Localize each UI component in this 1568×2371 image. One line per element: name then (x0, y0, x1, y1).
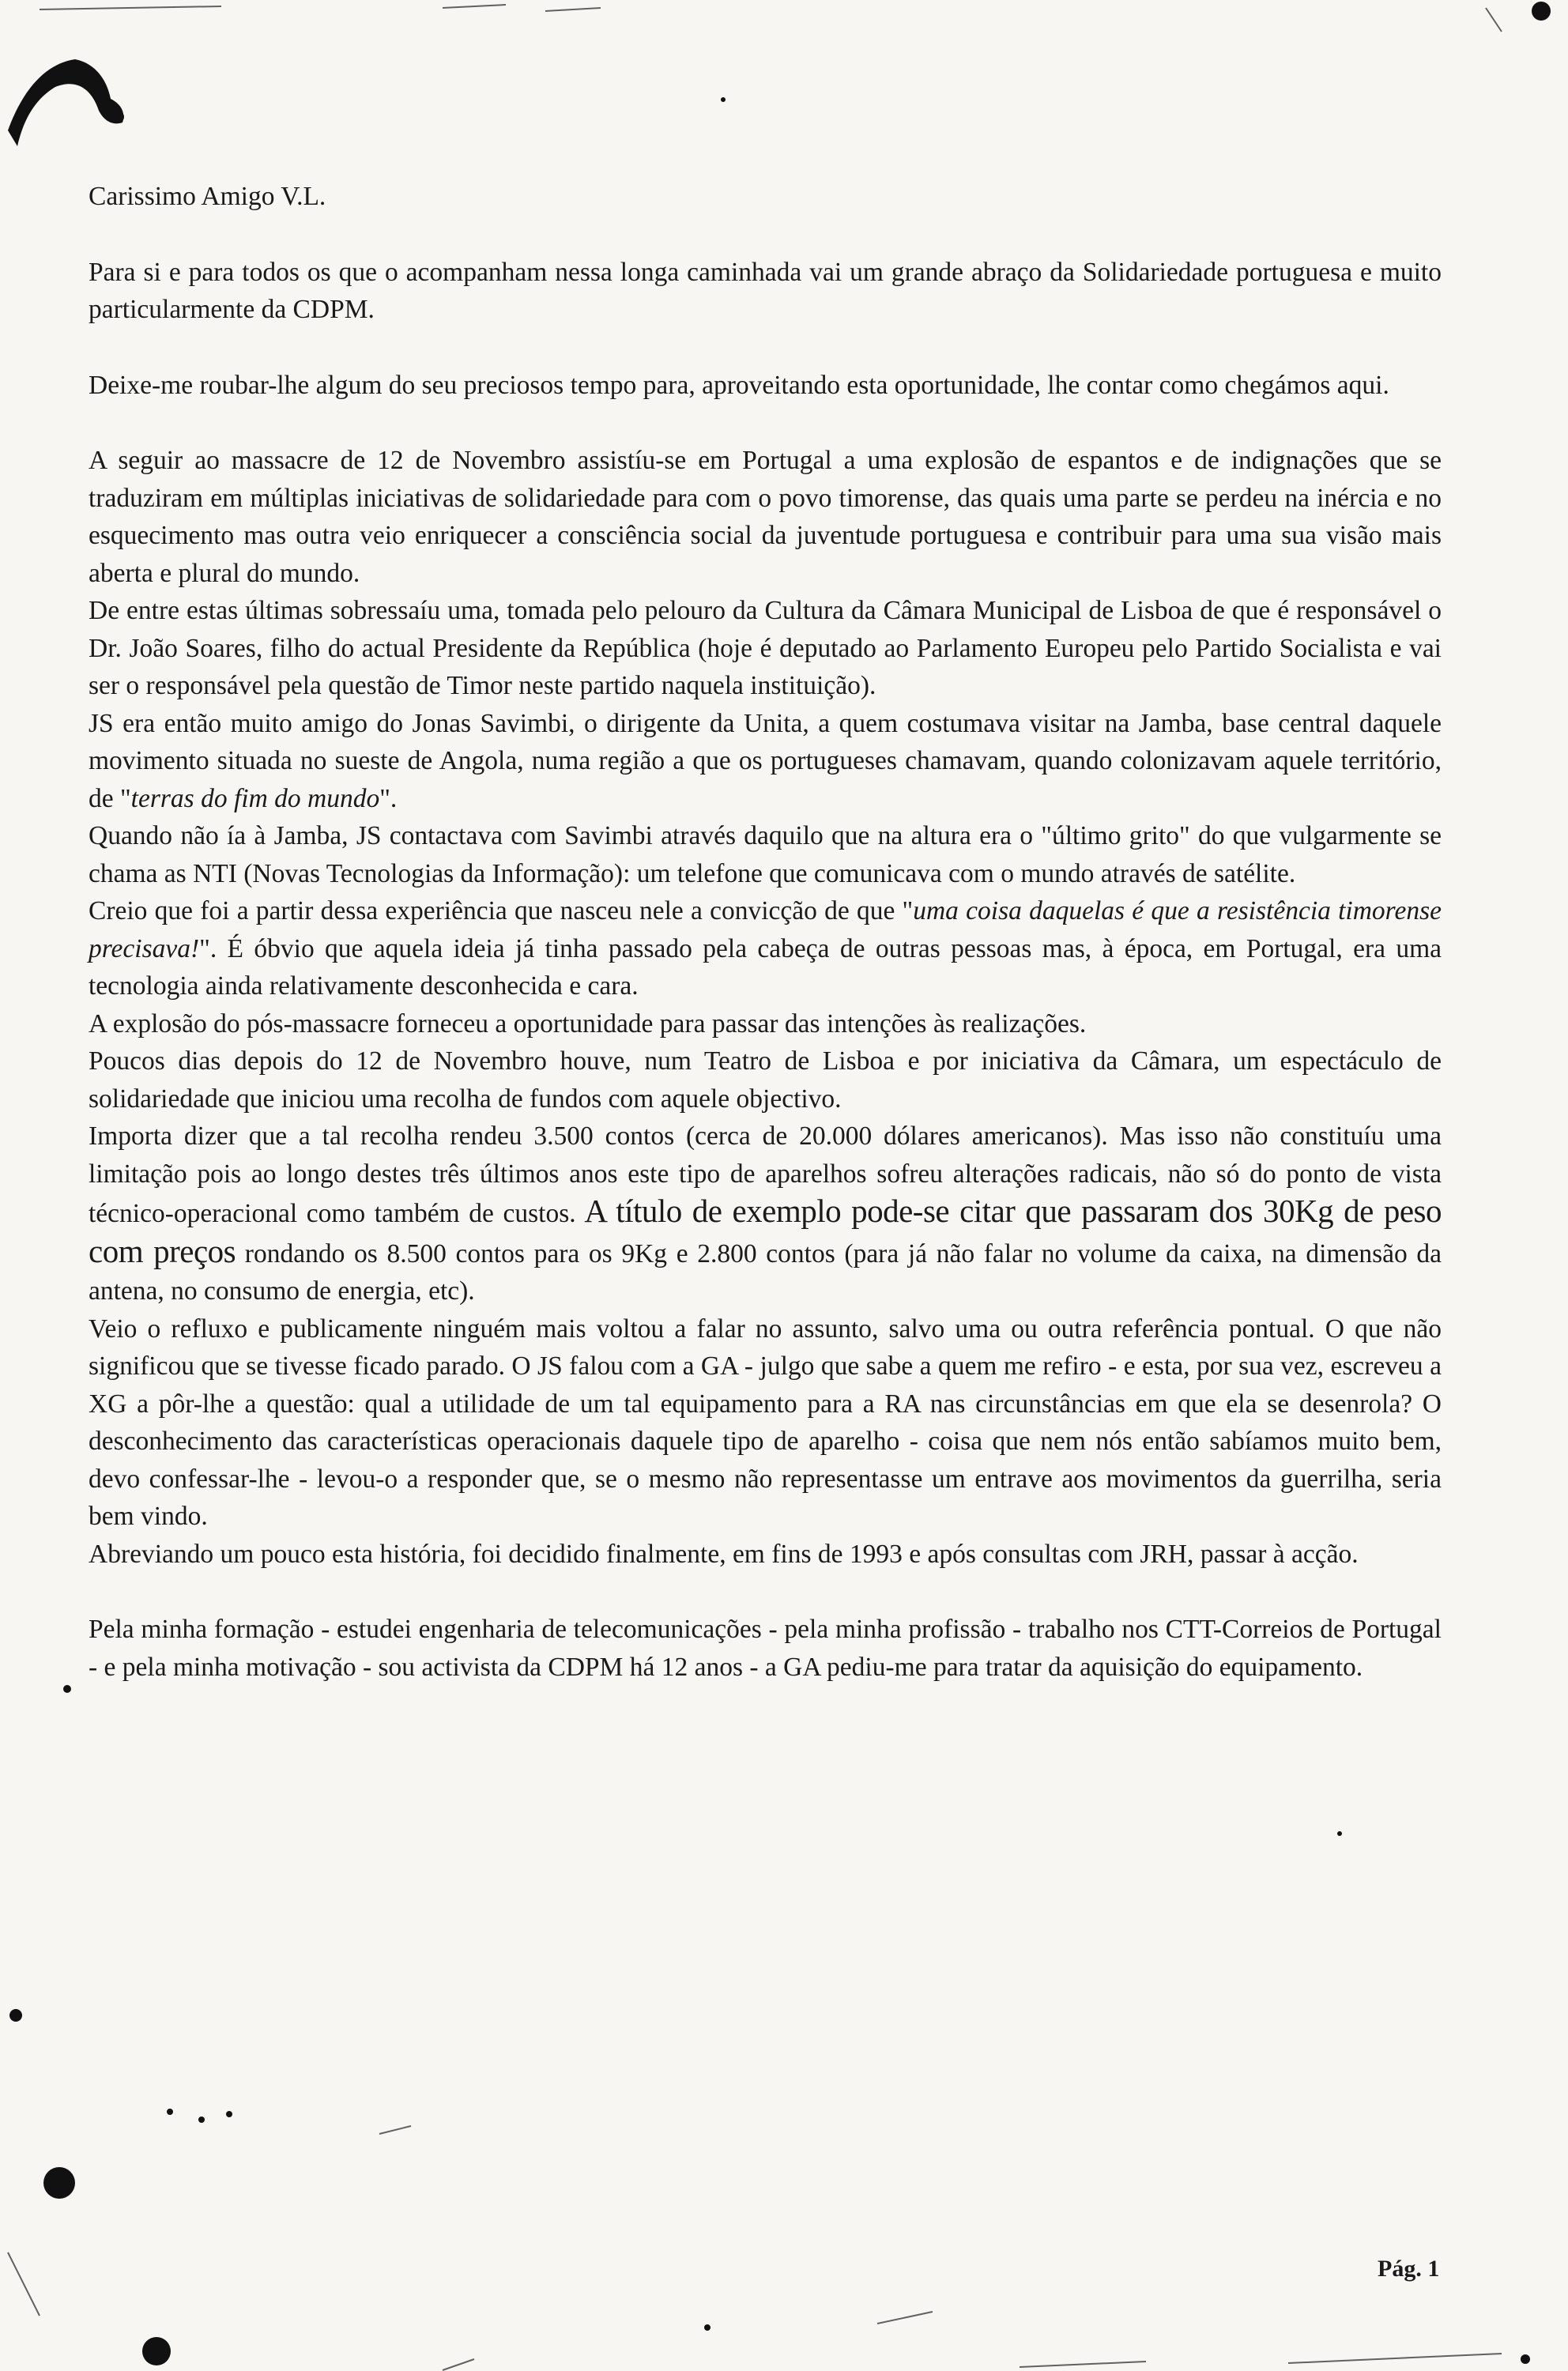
paragraph-7 (89, 892, 1442, 1005)
paragraph-5-text: JS era então muito amigo do Jonas Savimbi, o dirigente da Unita, a quem costumava visitar na Jamba, base central daquele movimento situada no sueste de Angola, numa região a que os portugueses chamavam, quando colonizavam aquele território, de " (89, 708, 1442, 813)
greeting: Carissimo Amigo V.L. (89, 182, 326, 211)
paragraph-7-quote: uma coisa daquelas é que a resistência timorense precisava! (89, 896, 1442, 963)
paragraph-10-end: rondando os 8.500 contos para os 9Kg e 2.800 contos (para já não falar no volume da caixa, na dimensão da antena, no consumo de energia, etc). (89, 1238, 1442, 1306)
paragraph-10 (89, 1118, 1442, 1310)
paragraph-9: Poucos dias depois do 12 de Novembro houve, num Teatro de Lisboa e por iniciativa da Câmara, um espectáculo de solidariedade que iniciou uma recolha de fundos com aquele objectivo. (89, 1046, 1442, 1114)
paragraph-10-large-text: A título de exemplo pode-se citar que passaram dos 30Kg de peso com preços (89, 1193, 1442, 1269)
paragraph-3: A seguir ao massacre de 12 de Novembro assistíu-se em Portugal a uma explosão de espantos e de indignações que se traduziram em múltiplas iniciativas de solidariedade para com o povo timorense, das quais uma parte se perdeu na inércia e no esquecimento mas outra veio enriquecer a consciência social da juventude portuguesa e contribuir para uma sua visão mais aberta e plural do mundo. (89, 446, 1442, 588)
letter-body (89, 178, 1442, 1686)
paragraph-5-end: ". (379, 783, 398, 813)
paragraph-11: Veio o refluxo e publicamente ninguém mais voltou a falar no assunto, salvo uma ou outra referência pontual. O que não significou que se tivesse ficado parado. O JS falou com a GA - julgo que sabe a quem me refiro - e esta, por sua vez, escreveu a XG a pôr-lhe a questão: qual a utilidade de um tal equipamento para a RA nas circunstâncias em que ela se desenrola? O desconhecimento das características operacionais daquele tipo de aparelho - coisa que nem nós então sabíamos muito bem, devo confessar-lhe - levou-o a responder que, se o mesmo não representasse um entrave aos movimentos da guerrilha, seria bem vindo. (89, 1314, 1442, 1531)
paragraph-10-text: Importa dizer que a tal recolha rendeu 3.500 contos (cerca de 20.000 dólares americanos). Mas isso não constituíu uma limitação pois ao longo destes três últimos anos este tipo de aparelhos sofreu alterações radicais, não só do ponto de vista técnico-operacional como também de custos. (89, 1121, 1442, 1228)
paragraph-12: Abreviando um pouco esta história, foi decidido finalmente, em fins de 1993 e após consultas com JRH, passar à acção. (89, 1539, 1359, 1569)
paragraph-6: Quando não ía à Jamba, JS contactava com Savimbi através daquilo que na altura era o "último grito" do que vulgarmente se chama as NTI (Novas Tecnologias da Informação): um telefone que comunicava com o mundo através de satélite. (89, 821, 1442, 888)
corner-smudge-topleft (8, 59, 123, 146)
paragraph-5 (89, 705, 1442, 818)
paragraph-4: De entre estas últimas sobressaíu uma, tomada pelo pelouro da Cultura da Câmara Municipal de Lisboa de que é responsável o Dr. João Soares, filho do actual Presidente da República (hoje é deputado ao Parlamento Europeu pelo Partido Socialista e vai ser o responsável pela questão de Timor neste partido naquela instituição). (89, 596, 1442, 700)
paragraph-13: Pela minha formação - estudei engenharia de telecomunicações - pela minha profissão - trabalho nos CTT-Correios de Portugal - e pela minha motivação - sou activista da CDPM há 12 anos - a GA pediu-me para tratar da aquisição do equipamento. (89, 1615, 1442, 1682)
page-number: Pág. 1 (1378, 2256, 1440, 2282)
paragraph-7-end: ". É óbvio que aquela ideia já tinha passado pela cabeça de outras pessoas mas, à época, em Portugal, era uma tecnologia ainda relativamente desconhecida e cara. (89, 933, 1442, 1001)
paragraph-1: Para si e para todos os que o acompanham nessa longa caminhada vai um grande abraço da Solidariedade portuguesa e muito particularmente da CDPM. (89, 257, 1442, 324)
paragraph-5-quote: terras do fim do mundo (130, 783, 380, 813)
paragraph-7-text: Creio que foi a partir dessa experiência que nasceu nele a convicção de que " (89, 896, 914, 925)
paragraph-2: Deixe-me roubar-lhe algum do seu preciosos tempo para, aproveitando esta oportunidade, lhe contar como chegámos aqui. (89, 370, 1389, 400)
paragraph-8: A explosão do pós-massacre forneceu a oportunidade para passar das intenções às realizações. (89, 1008, 1087, 1038)
